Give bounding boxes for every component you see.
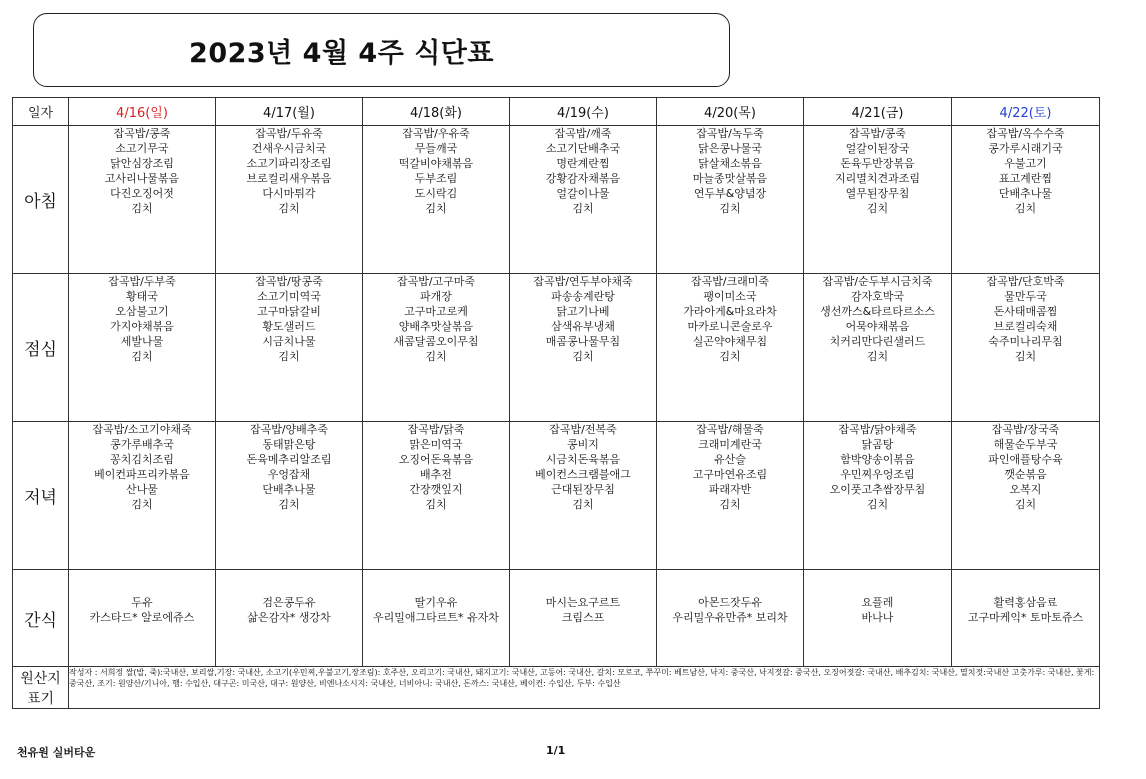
menu-item: 활력홍삼음료 [993, 596, 1058, 609]
menu-item: 잡곡밥/닭야채죽 [838, 423, 917, 436]
menu-item: 세발나물 [120, 335, 164, 348]
menu-cell-snack-thu [657, 570, 804, 667]
menu-item: 파래자반 [708, 483, 752, 496]
menu-item: 김치 [425, 498, 447, 511]
day-header-wed: 4/19(수) [510, 98, 657, 126]
day-header-mon: 4/17(월) [216, 98, 363, 126]
menu-item: 두유 [131, 596, 153, 609]
menu-item: 강황감자채볶음 [545, 172, 621, 185]
menu-item: 명란계란찜 [556, 157, 610, 170]
menu-cell-lunch-sat [952, 274, 1100, 422]
menu-cell-dinner-tue [363, 422, 510, 570]
title-box [33, 13, 730, 87]
menu-item: 해물순두부국 [993, 438, 1058, 451]
menu-cell-dinner-wed [510, 422, 657, 570]
menu-item: 깻순볶음 [1004, 468, 1047, 481]
menu-item: 팽이미소국 [703, 290, 757, 303]
menu-item: 양배추맛살볶음 [398, 320, 474, 333]
menu-item: 연두부&양념장 [693, 187, 767, 200]
menu-item: 가지야채볶음 [110, 320, 174, 333]
menu-item: 가라아게&마요라차 [683, 305, 777, 318]
menu-item: 오복지 [1009, 483, 1042, 496]
menu-item: 김치 [425, 202, 447, 215]
menu-item: 감자호박국 [850, 290, 905, 303]
menu-item: 잡곡밥/닭죽 [407, 423, 465, 436]
menu-cell-dinner-thu [657, 422, 804, 570]
menu-item: 어묵야채볶음 [845, 320, 910, 333]
menu-item: 실곤약야채무침 [692, 335, 768, 348]
menu-item: 닭고기나베 [556, 305, 610, 318]
menu-item: 김치 [719, 202, 741, 215]
menu-cell-snack-tue [363, 570, 510, 667]
menu-table [12, 97, 1100, 709]
menu-item: 김치 [278, 202, 300, 215]
menu-item: 산나물 [126, 483, 158, 496]
menu-cell-breakfast-thu [657, 126, 804, 274]
menu-item: 우리밀우유만쥬* 보리차 [672, 611, 788, 624]
menu-item: 숙주미나리무침 [988, 335, 1063, 348]
menu-item: 딸기우유 [414, 596, 458, 609]
menu-cell-dinner-fri [804, 422, 952, 570]
menu-item: 우엉잡채 [267, 468, 311, 481]
menu-cell-breakfast-sun [69, 126, 216, 274]
menu-item: 오징어돈육볶음 [398, 453, 474, 466]
menu-item: 김치 [866, 498, 889, 511]
menu-item: 잡곡밥/순두부시금치죽 [822, 275, 933, 288]
menu-item: 김치 [866, 350, 889, 363]
menu-item: 브로컬리새우볶음 [246, 172, 332, 185]
menu-cell-lunch-sun [69, 274, 216, 422]
menu-item: 김치 [278, 498, 300, 511]
menu-item: 황도샐러드 [262, 320, 316, 333]
day-header-sun: 4/16(일) [69, 98, 216, 126]
menu-item: 치커리만다린샐러드 [829, 335, 926, 348]
menu-item: 고구마닭갈비 [257, 305, 321, 318]
menu-item: 우불고기 [1004, 157, 1047, 170]
menu-cell-snack-mon [216, 570, 363, 667]
meal-row-breakfast [13, 126, 1100, 274]
menu-item: 무들깨국 [414, 142, 458, 155]
menu-item: 김치 [719, 350, 741, 363]
menu-item: 닭곰탕 [861, 438, 894, 451]
menu-item: 잡곡밥/땅콩죽 [255, 275, 323, 288]
menu-cell-breakfast-tue [363, 126, 510, 274]
meal-label-lunch: 점심 [13, 274, 69, 422]
menu-item: 베이컨파프리카볶음 [94, 468, 190, 481]
menu-item: 카스타드* 알로에쥬스 [89, 611, 195, 624]
menu-item: 크림스프 [561, 611, 605, 624]
menu-item: 우민찌우엉조림 [840, 468, 915, 481]
menu-item: 고구마케익* 토마토쥬스 [967, 611, 1084, 624]
menu-item: 시금치돈육볶음 [545, 453, 621, 466]
menu-item: 브로컬리숙채 [993, 320, 1058, 333]
menu-item: 김치 [572, 498, 594, 511]
menu-item: 검은콩두유 [262, 596, 316, 609]
menu-item: 크래미계란국 [698, 438, 762, 451]
menu-item: 새콤달콤오이무침 [393, 335, 479, 348]
menu-item: 파개장 [420, 290, 452, 303]
menu-item: 시금치나물 [262, 335, 316, 348]
menu-item: 얼갈이된장국 [845, 142, 910, 155]
menu-item: 돈육두반장볶음 [840, 157, 915, 170]
day-header-thu: 4/20(목) [657, 98, 804, 126]
menu-cell-snack-wed [510, 570, 657, 667]
menu-item: 꽁치김치조림 [110, 453, 174, 466]
menu-item: 간장깻잎지 [409, 483, 463, 496]
menu-cell-lunch-mon [216, 274, 363, 422]
menu-item: 바나나 [861, 611, 894, 624]
menu-item: 김치 [866, 202, 889, 215]
menu-item: 김치 [719, 498, 741, 511]
menu-item: 파송송계란탕 [551, 290, 615, 303]
menu-item: 고구마고로케 [404, 305, 468, 318]
page-title: 2023년 4월 4주 식단표 [189, 37, 494, 69]
origin-label: 원산지 표기 [13, 667, 69, 709]
menu-item: 배추전 [420, 468, 452, 481]
menu-item: 잡곡밥/장국죽 [991, 423, 1060, 436]
menu-item: 김치 [131, 350, 153, 363]
menu-item: 소고기미역국 [257, 290, 321, 303]
menu-cell-snack-fri [804, 570, 952, 667]
menu-item: 김치 [425, 350, 447, 363]
menu-item: 지리멸치견과조림 [834, 172, 920, 185]
menu-item: 김치 [1014, 498, 1037, 511]
menu-item: 고사리나물볶음 [104, 172, 180, 185]
menu-item: 건새우시금치국 [251, 142, 327, 155]
meal-row-dinner [13, 422, 1100, 570]
origin-text: 작성자 : 서희정 쌀(밥, 죽):국내산, 보리쌀,기장: 국내산, 소고기(우민찌,우불고기,장조림): 호주산, 오리고기: 국내산, 돼지고기: 국내산, 고등어: 국내산, 갈치: 모로코, 쭈꾸미: 베트남산, 낙지: 중국산, 낙지젓갈: 중국산, 오징어젓갈: 국내산, 배추김치: 국내산, 멸치젓:국내산 고춧가루: 국내산, 꽃게: 중국산, 조기: 원양산/기니아, 햄: 수입산, 대구곤: 미국산, 대구: 원양산, 비엔나소시지: 국내산, 너비아니: 국내산, 돈까스: 국내산, 베이컨: 수입산, 두부: 수입산 [69, 667, 1100, 709]
menu-item: 김치 [131, 202, 153, 215]
day-header-tue: 4/18(화) [363, 98, 510, 126]
menu-cell-breakfast-sat [952, 126, 1100, 274]
menu-item: 잡곡밥/전복죽 [549, 423, 617, 436]
menu-item: 단배추나물 [998, 187, 1053, 200]
menu-item: 고구마연유조림 [692, 468, 768, 481]
header-row [13, 98, 1100, 126]
menu-item: 잡곡밥/우유죽 [402, 127, 470, 140]
day-header-sat: 4/22(토) [952, 98, 1100, 126]
menu-item: 매콤콩나물무침 [545, 335, 621, 348]
menu-item: 김치 [1014, 350, 1037, 363]
menu-item: 오삼불고기 [115, 305, 169, 318]
menu-cell-dinner-sat [952, 422, 1100, 570]
menu-item: 우리밀애그타르트* 유자차 [373, 611, 499, 624]
menu-item: 닭안심장조림 [110, 157, 174, 170]
menu-item: 단배추나물 [262, 483, 316, 496]
menu-item: 아몬드잣두유 [698, 596, 762, 609]
menu-cell-breakfast-mon [216, 126, 363, 274]
menu-item: 열무된장무침 [845, 187, 910, 200]
menu-item: 파인애플탕수육 [988, 453, 1063, 466]
menu-cell-dinner-sun [69, 422, 216, 570]
meal-row-snack [13, 570, 1100, 667]
menu-cell-dinner-mon [216, 422, 363, 570]
footer-org: 천유원 실버타운 [17, 746, 96, 759]
menu-item: 소고기단배추국 [545, 142, 621, 155]
day-header-fri: 4/21(금) [804, 98, 952, 126]
menu-item: 잡곡밥/콩죽 [849, 127, 906, 140]
menu-item: 돈육메추리알조림 [246, 453, 332, 466]
menu-item: 함박양송이볶음 [840, 453, 915, 466]
menu-cell-lunch-thu [657, 274, 804, 422]
menu-item: 잡곡밥/두유죽 [255, 127, 323, 140]
menu-cell-breakfast-wed [510, 126, 657, 274]
menu-item: 두부조림 [414, 172, 458, 185]
menu-item: 콩가루시래기국 [988, 142, 1063, 155]
menu-item: 마시는요구르트 [545, 596, 621, 609]
menu-item: 삼색유부냉채 [551, 320, 615, 333]
menu-item: 표고계란찜 [998, 172, 1053, 185]
menu-cell-breakfast-fri [804, 126, 952, 274]
menu-item: 생선까스&타르타르소스 [820, 305, 935, 318]
menu-item: 도시락김 [414, 187, 458, 200]
menu-item: 닭은콩나물국 [698, 142, 762, 155]
meal-label-snack: 간식 [13, 570, 69, 667]
menu-item: 닭살채소볶음 [698, 157, 762, 170]
menu-item: 김치 [131, 498, 153, 511]
menu-item: 얼갈이나물 [556, 187, 610, 200]
menu-item: 맑은미역국 [409, 438, 463, 451]
menu-item: 다진오징어젓 [110, 187, 174, 200]
menu-item: 잡곡밥/고구마죽 [396, 275, 476, 288]
menu-item: 다시마튀각 [262, 187, 316, 200]
menu-item: 잡곡밥/녹두죽 [696, 127, 764, 140]
menu-item: 마늘종맛살볶음 [692, 172, 768, 185]
menu-item: 유산슬 [714, 453, 746, 466]
menu-item: 잡곡밥/깨죽 [554, 127, 612, 140]
meal-label-breakfast: 아침 [13, 126, 69, 274]
menu-item: 잡곡밥/해물죽 [696, 423, 764, 436]
menu-item: 요플레 [861, 596, 894, 609]
menu-cell-lunch-tue [363, 274, 510, 422]
menu-item: 근대된장무침 [551, 483, 615, 496]
menu-item: 삶은감자* 생강차 [247, 611, 331, 624]
date-row-label: 일자 [13, 98, 69, 126]
footer-page-number: 1/1 [546, 744, 566, 757]
menu-item: 김치 [278, 350, 300, 363]
menu-item: 소고기무국 [115, 142, 169, 155]
menu-item: 잡곡밥/소고기야채죽 [92, 423, 192, 436]
menu-item: 김치 [572, 202, 594, 215]
menu-cell-lunch-wed [510, 274, 657, 422]
menu-item: 동태맑은탕 [262, 438, 316, 451]
menu-item: 콩가루배추국 [110, 438, 174, 451]
meal-row-lunch [13, 274, 1100, 422]
menu-item: 잡곡밥/연두부야채죽 [533, 275, 633, 288]
menu-item: 물만두국 [1004, 290, 1047, 303]
menu-item: 황태국 [126, 290, 158, 303]
menu-item: 잡곡밥/크래미죽 [690, 275, 770, 288]
meal-label-dinner: 저녁 [13, 422, 69, 570]
menu-item: 돈사태매콤찜 [993, 305, 1058, 318]
menu-item: 콩비지 [567, 438, 599, 451]
menu-item: 소고기파리장조림 [246, 157, 332, 170]
menu-item: 베이컨스크램블애그 [535, 468, 631, 481]
origin-row [13, 667, 1100, 709]
menu-item: 김치 [572, 350, 594, 363]
menu-item: 잡곡밥/콩죽 [113, 127, 171, 140]
menu-cell-lunch-fri [804, 274, 952, 422]
menu-item: 마카로니콘술로우 [687, 320, 773, 333]
menu-item: 떡갈비야채볶음 [398, 157, 474, 170]
menu-item: 잡곡밥/단호박죽 [986, 275, 1065, 288]
menu-item: 김치 [1014, 202, 1037, 215]
menu-item: 잡곡밥/양배추죽 [249, 423, 329, 436]
menu-item: 잡곡밥/옥수수죽 [986, 127, 1065, 140]
menu-cell-snack-sun [69, 570, 216, 667]
menu-item: 오이풋고추쌈장무침 [829, 483, 926, 496]
menu-item: 잡곡밥/두부죽 [108, 275, 176, 288]
menu-cell-snack-sat [952, 570, 1100, 667]
